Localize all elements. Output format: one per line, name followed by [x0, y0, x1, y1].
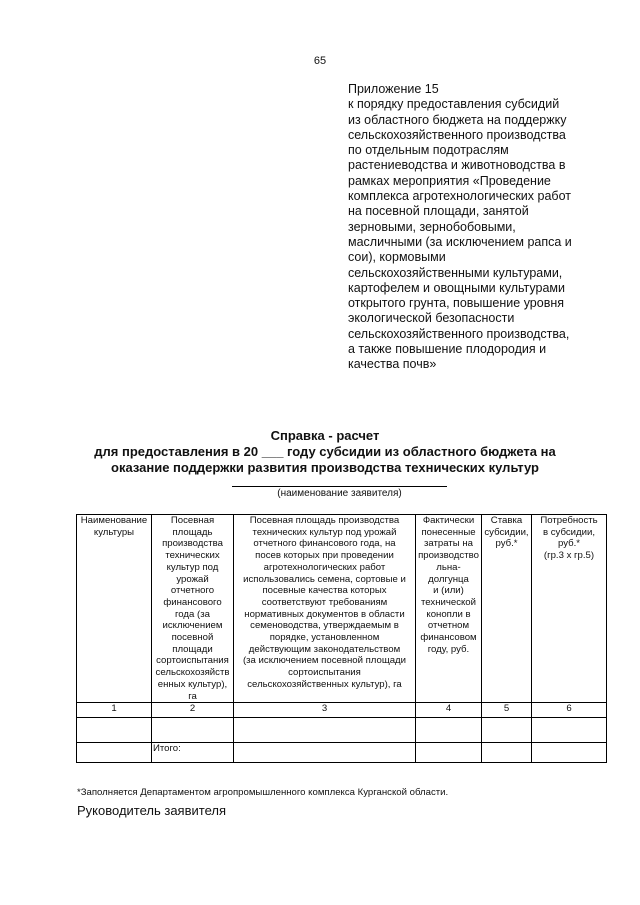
column-number: 4: [416, 703, 482, 718]
header-sown-area: Посевная площадь производства технических культур под урожай отчетного финансового года (за исключением посевной площади сортоиспытания сельскохозяйств енных культур), га: [152, 515, 234, 703]
appendix-title: Приложение 15: [348, 82, 439, 96]
table-row-empty: [77, 718, 607, 743]
heading-line-2: для предоставления в 20 ___ году субсидии из областного бюджета на: [94, 444, 556, 459]
header-crop-name: Наименование культуры: [77, 515, 152, 703]
table-header-row: [77, 515, 607, 703]
document-heading: [70, 428, 580, 476]
page-number: 65: [313, 55, 327, 67]
table-cell: [532, 743, 607, 763]
table-cell: [416, 718, 482, 743]
table-cell: [416, 743, 482, 763]
total-label: Итого:: [152, 743, 234, 763]
header-certified-seed-area: Посевная площадь производства технических культур под урожай отчетного финансового года, на посев которых при проведении агротехнологических работ использовались семена, сортовые и посевные качества которых соответствуют требованиям нормативных документов в области семеноводства, утверждаемым в порядке, установленном действующим законодательством (за исключением посевной площади сортоиспытания сельскохозяйственных культур), га: [234, 515, 416, 703]
table-row-column-numbers: [77, 703, 607, 718]
column-number: 6: [532, 703, 607, 718]
applicant-name-caption: (наименование заявителя): [232, 486, 447, 499]
appendix-block: [348, 82, 613, 373]
calculation-table: [76, 514, 607, 763]
table-cell: [234, 743, 416, 763]
column-number: 2: [152, 703, 234, 718]
heading-line-3: оказание поддержки развития производства технических культур: [111, 460, 539, 475]
table-cell: [234, 718, 416, 743]
table-cell: [482, 718, 532, 743]
header-actual-costs: Фактически понесенные затраты на производство льна-долгунца и (или) технической конопли в отчетном финансовом году, руб.: [416, 515, 482, 703]
table-row-total: [77, 743, 607, 763]
heading-line-1: Справка - расчет: [270, 428, 380, 443]
table-cell: [152, 718, 234, 743]
table-cell: [77, 743, 152, 763]
header-subsidy-rate: Ставка субсидии, руб.*: [482, 515, 532, 703]
column-number: 3: [234, 703, 416, 718]
manager-signature-label: Руководитель заявителя: [77, 803, 226, 818]
appendix-text: к порядку предоставления субсидий из областного бюджета на поддержку сельскохозяйственного производства по отдельным подотраслям растениеводства и животноводства в рамках мероприятия «Проведение комплекса агротехнологических работ на посевной площади, занятой зерновыми, зернобобовыми, масличными (за исключением рапса и сои), кормовыми сельскохозяйственными культурами, картофелем и овощными культурами открытого грунта, повышение уровня экологической безопасности сельскохозяйственного производства, а также повышение плодородия и качества почв»: [348, 97, 572, 372]
table-cell: [532, 718, 607, 743]
table-cell: [482, 743, 532, 763]
column-number: 5: [482, 703, 532, 718]
footnote: *Заполняется Департаментом агропромышленного комплекса Курганской области.: [77, 787, 449, 798]
table-cell: [77, 718, 152, 743]
header-subsidy-need: Потребность в субсидии, руб.* (гр.3 х гр.5): [532, 515, 607, 703]
column-number: 1: [77, 703, 152, 718]
